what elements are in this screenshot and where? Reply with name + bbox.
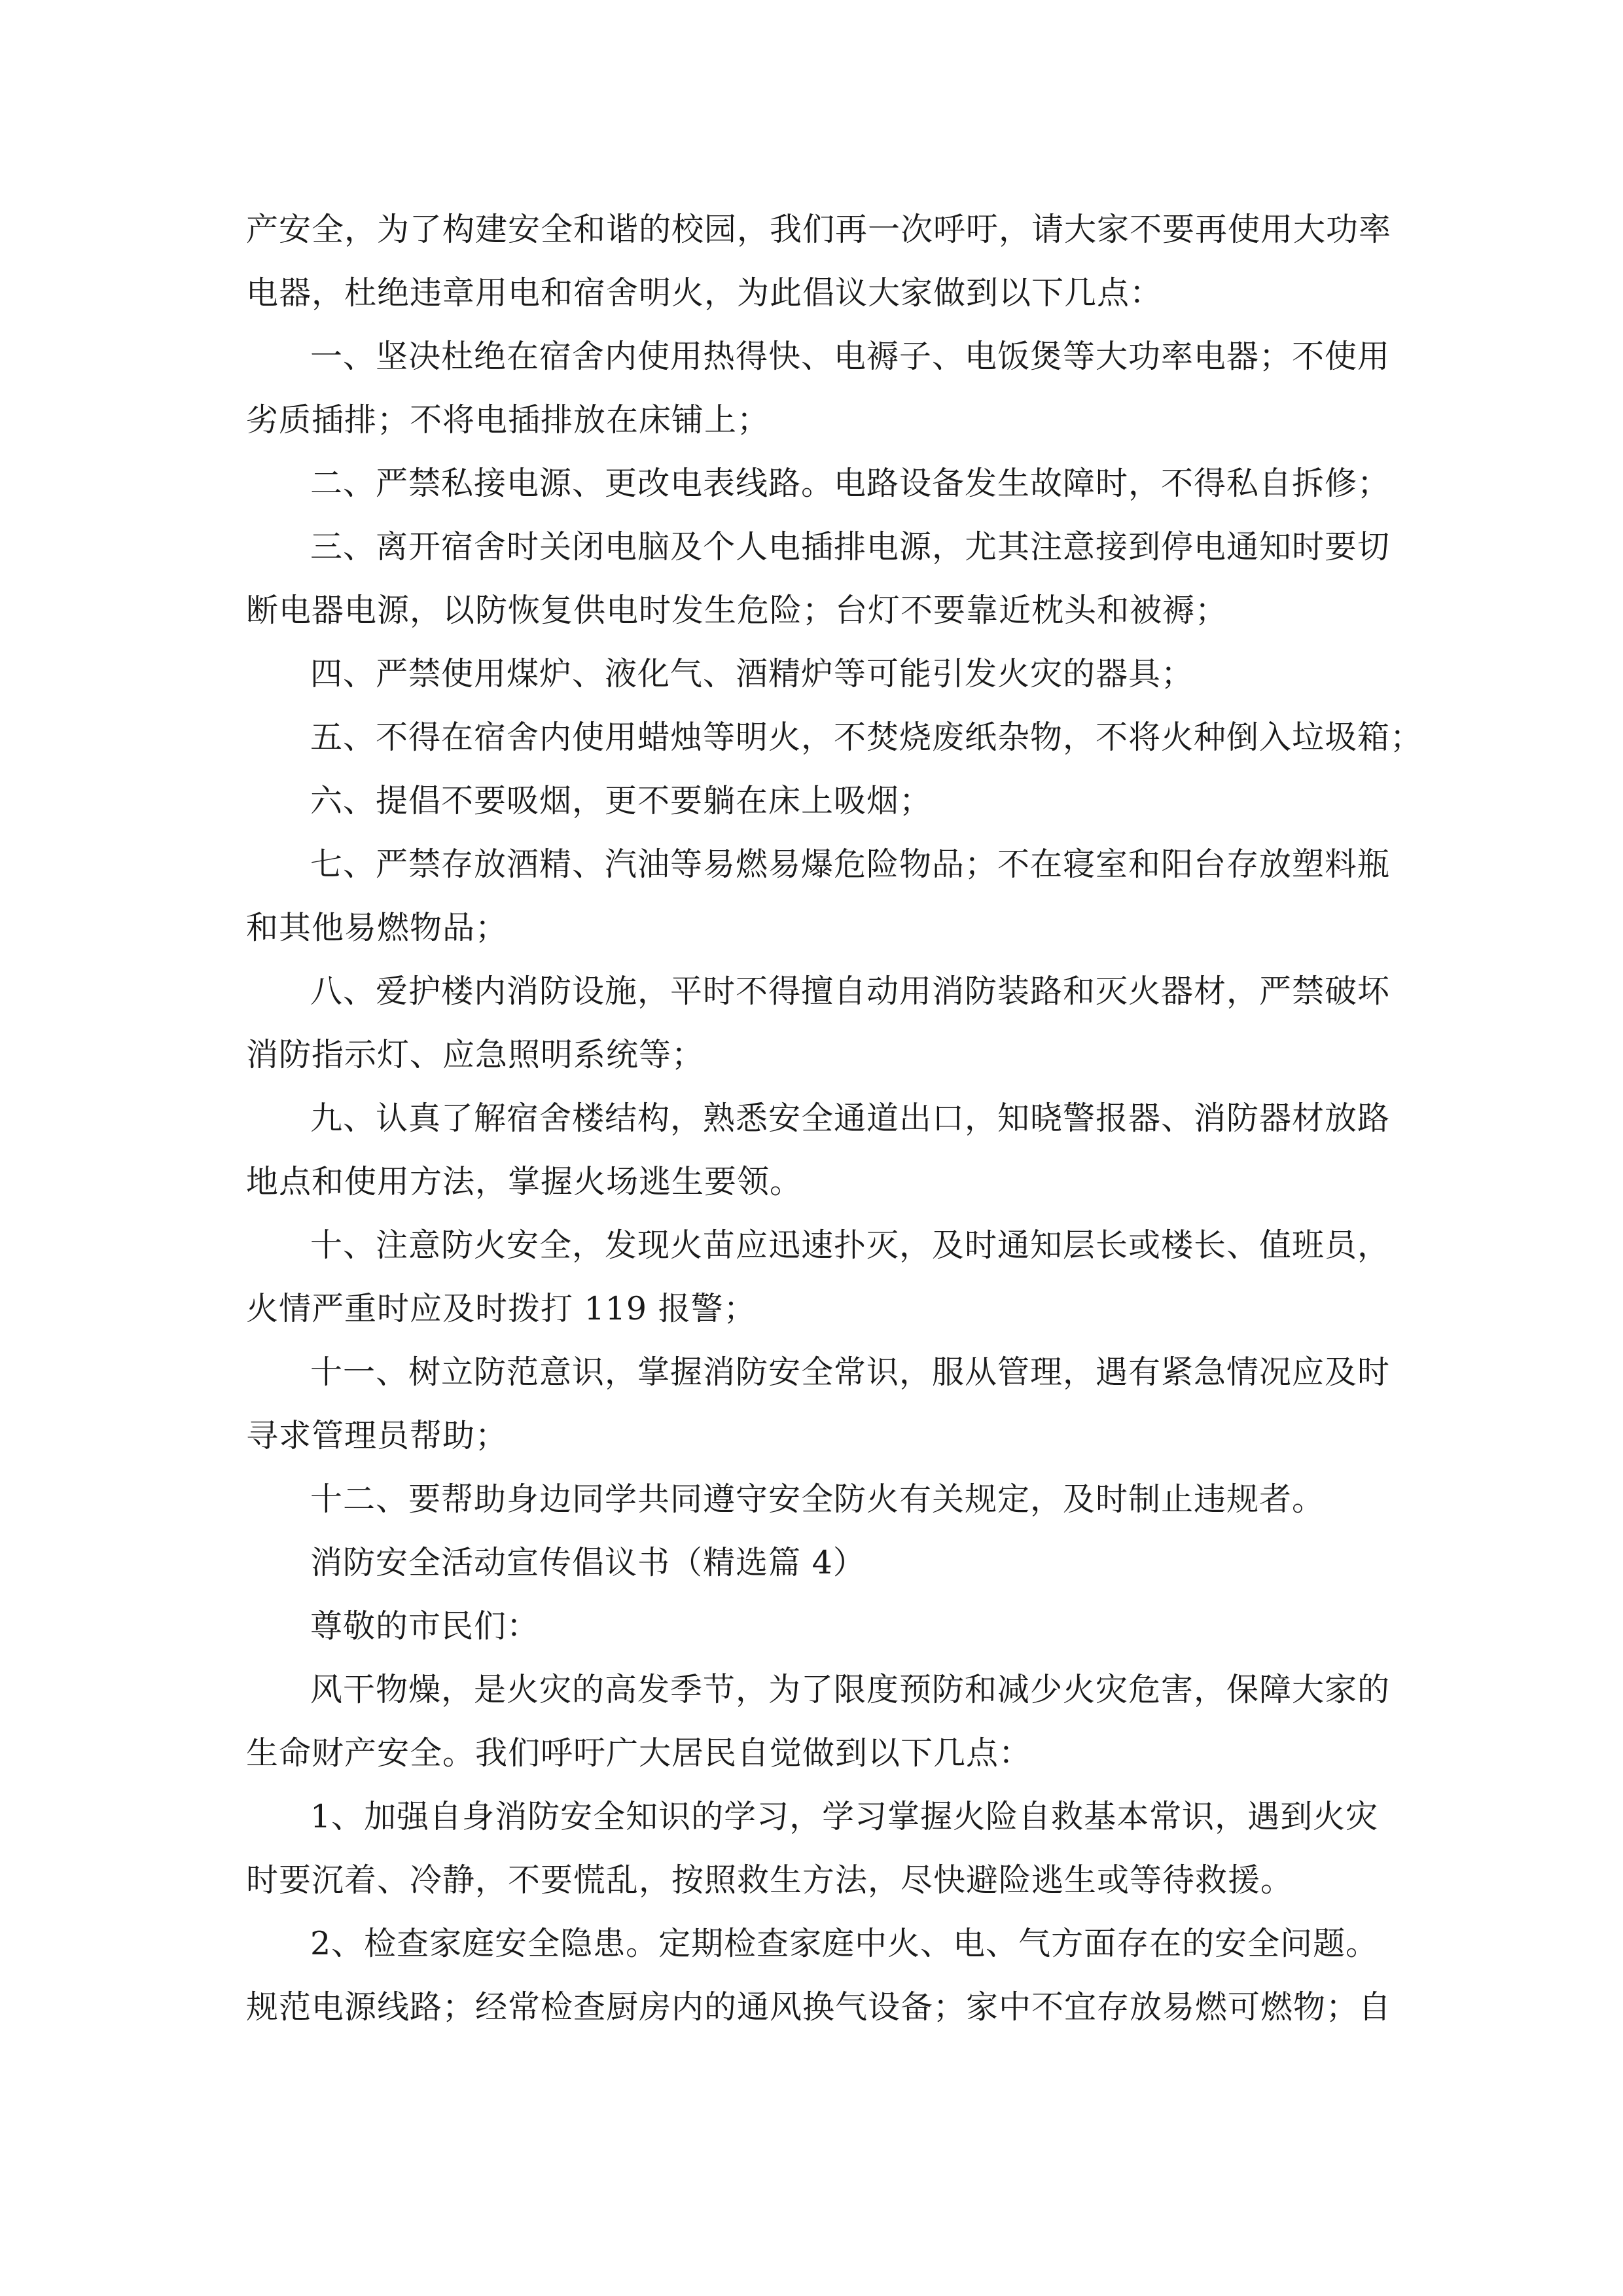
text-line: 十二、要帮助身边同学共同遵守安全防火有关规定，及时制止违规者。: [310, 1480, 1325, 1518]
text-line: 十、注意防火安全，发现火苗应迅速扑灭，及时通知层长或楼长、值班员，: [310, 1227, 1391, 1264]
text-line: 二、严禁私接电源、更改电表线路。电路设备发生故障时，不得私自拆修；: [310, 465, 1391, 502]
text-line: 四、严禁使用煤炉、液化气、酒精炉等可能引发火灾的器具；: [310, 655, 1194, 692]
section-title: 消防安全活动宣传倡议书（精选篇 4）: [310, 1544, 866, 1581]
text-line: 三、离开宿舍时关闭电脑及个人电插排电源，尤其注意接到停电通知时要切: [310, 528, 1391, 565]
text-line: 九、认真了解宿舍楼结构，熟悉安全通道出口，知晓警报器、消防器材放路: [310, 1100, 1391, 1137]
text-line: 断电器电源，以防恢复供电时发生危险；台灯不要靠近枕头和被褥；: [246, 592, 1228, 629]
text-line: 2、检查家庭安全隐患。定期检查家庭中火、电、气方面存在的安全问题。: [310, 1925, 1379, 1962]
text-line: 风干物燥，是火灾的高发季节，为了限度预防和减少火灾危害，保障大家的: [310, 1671, 1391, 1708]
text-line: 和其他易燃物品；: [246, 909, 508, 946]
text-line: 七、严禁存放酒精、汽油等易燃易爆危险物品；不在寝室和阳台存放塑料瓶: [310, 846, 1391, 883]
text-line: 火情严重时应及时拨打 119 报警；: [246, 1290, 757, 1327]
text-line: 消防指示灯、应急照明系统等；: [246, 1036, 705, 1073]
text-line: 六、提倡不要吸烟，更不要躺在床上吸烟；: [310, 782, 933, 819]
text-line: 生命财产安全。我们呼吁广大居民自觉做到以下几点：: [246, 1734, 1032, 1772]
text-line: 时要沉着、冷静，不要慌乱，按照救生方法，尽快避险逃生或等待救援。: [246, 1861, 1294, 1899]
text-line: 1、加强自身消防安全知识的学习，学习掌握火险自救基本常识，遇到火灾: [310, 1798, 1379, 1835]
text-line: 产安全，为了构建安全和谐的校园，我们再一次呼吁，请大家不要再使用大功率: [246, 211, 1392, 248]
salutation: 尊敬的市民们：: [310, 1607, 540, 1645]
text-line: 劣质插排；不将电插排放在床铺上；: [246, 401, 770, 439]
text-line: 八、爱护楼内消防设施，平时不得擅自动用消防装路和灭火器材，严禁破坏: [310, 973, 1391, 1010]
text-line: 规范电源线路；经常检查厨房内的通风换气设备；家中不宜存放易燃可燃物；自: [246, 1988, 1392, 2026]
text-line: 一、坚决杜绝在宿舍内使用热得快、电褥子、电饭煲等大功率电器；不使用: [310, 338, 1391, 375]
text-line: 电器，杜绝违章用电和宿舍明火，为此倡议大家做到以下几点：: [246, 274, 1163, 312]
text-line: 十一、树立防范意识，掌握消防安全常识，服从管理，遇有紧急情况应及时: [310, 1354, 1391, 1391]
text-line: 五、不得在宿舍内使用蜡烛等明火，不焚烧废纸杂物，不将火种倒入垃圾箱；: [310, 719, 1423, 756]
text-line: 地点和使用方法，掌握火场逃生要领。: [246, 1163, 803, 1200]
text-line: 寻求管理员帮助；: [246, 1417, 508, 1454]
body-text: [246, 198, 1423, 2039]
